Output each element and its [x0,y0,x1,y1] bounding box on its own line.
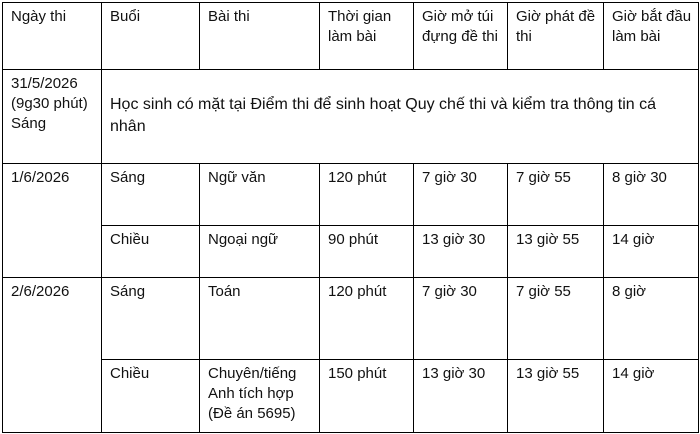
day1-afternoon-start: 14 giờ [604,226,699,278]
day1-morning-open-bag: 7 giờ 30 [414,164,508,226]
day2-afternoon-distribute: 13 giờ 55 [508,360,604,433]
day2-afternoon-start: 14 giờ [604,360,699,433]
day1-morning-distribute: 7 giờ 55 [508,164,604,226]
day2-morning-open-bag: 7 giờ 30 [414,278,508,360]
header-open-bag: Giờ mở túi đựng đề thi [414,3,508,70]
header-distribute: Giờ phát đề thi [508,3,604,70]
header-start: Giờ bắt đầu làm bài [604,3,699,70]
table-row [3,278,699,360]
exam-schedule-table [2,2,699,433]
header-row [3,3,699,70]
day1-afternoon-distribute: 13 giờ 55 [508,226,604,278]
header-duration: Thời gian làm bài [320,3,414,70]
day2-morning-duration: 120 phút [320,278,414,360]
day2-morning-session: Sáng [102,278,200,360]
intro-date-cell: 31/5/2026 (9g30 phút) Sáng [3,70,102,164]
header-session: Buổi [102,3,200,70]
intro-row [3,70,699,164]
day1-morning-subject: Ngữ văn [200,164,320,226]
day1-afternoon-open-bag: 13 giờ 30 [414,226,508,278]
table-row [3,164,699,226]
day2-afternoon-open-bag: 13 giờ 30 [414,360,508,433]
day1-date-cell: 1/6/2026 [3,164,102,278]
day2-morning-start: 8 giờ [604,278,699,360]
day1-afternoon-duration: 90 phút [320,226,414,278]
day1-afternoon-session: Chiều [102,226,200,278]
day1-morning-session: Sáng [102,164,200,226]
table-row [3,226,699,278]
table-row [3,360,699,433]
day1-afternoon-subject: Ngoại ngữ [200,226,320,278]
intro-note-cell: Học sinh có mặt tại Điểm thi để sinh hoạt Quy chế thi và kiểm tra thông tin cá nhân [102,70,699,164]
day2-afternoon-subject: Chuyên/tiếng Anh tích hợp (Đề án 5695) [200,360,320,433]
day1-morning-duration: 120 phút [320,164,414,226]
day2-morning-subject: Toán [200,278,320,360]
day2-afternoon-duration: 150 phút [320,360,414,433]
day2-morning-distribute: 7 giờ 55 [508,278,604,360]
header-date: Ngày thi [3,3,102,70]
day1-morning-start: 8 giờ 30 [604,164,699,226]
header-subject: Bài thi [200,3,320,70]
day2-date-cell: 2/6/2026 [3,278,102,433]
day2-afternoon-session: Chiều [102,360,200,433]
